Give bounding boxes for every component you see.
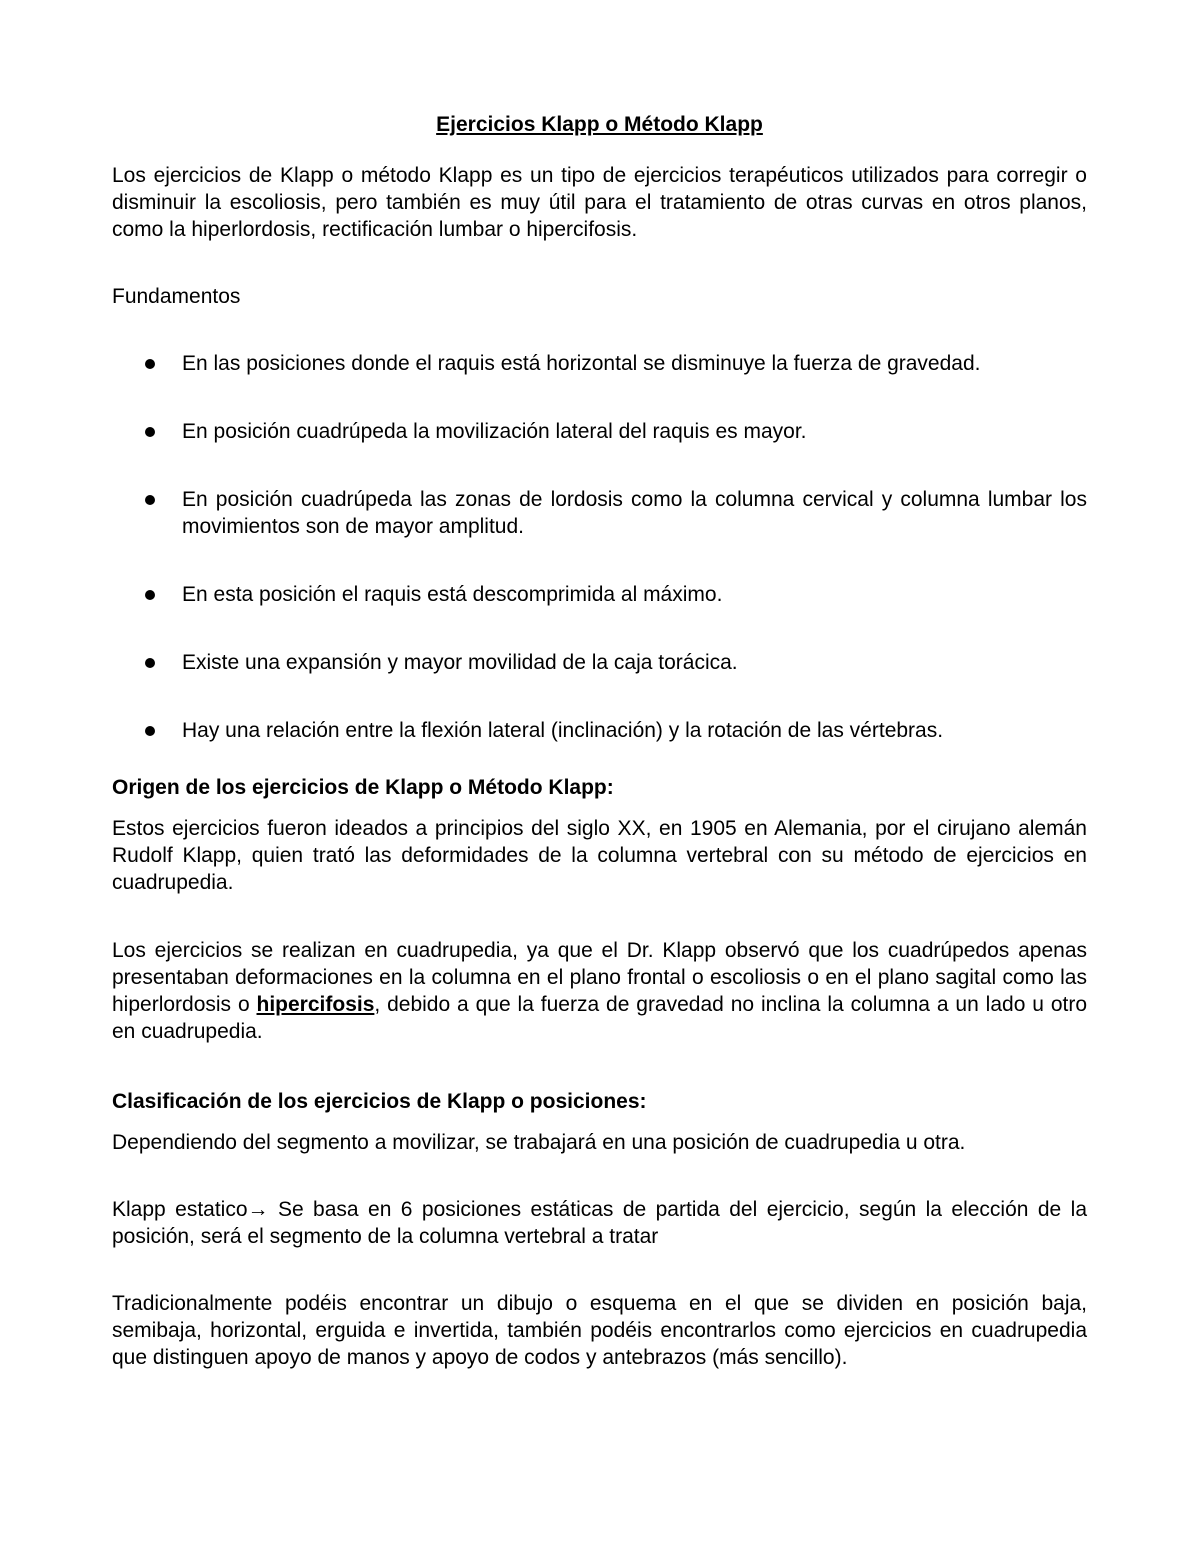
list-item (112, 717, 1087, 744)
list-item (112, 418, 1087, 445)
origen-paragraph-2-end: , debido a que la fuerza de gravedad no inclina la columna a un lado u otro en cuadrupedia. (112, 993, 1088, 1043)
origen-paragraph-2 (112, 937, 1087, 1045)
list-item-text: En las posiciones donde el raquis está horizontal se disminuye la fuerza de gravedad. (182, 352, 981, 375)
fundamentos-list (112, 350, 1087, 744)
bullet-icon (145, 359, 155, 369)
bullet-icon (145, 427, 155, 437)
bullet-icon (145, 726, 155, 736)
list-item-text: Existe una expansión y mayor movilidad de la caja torácica. (182, 651, 738, 674)
list-item-text: En esta posición el raquis está descomprimida al máximo. (182, 583, 723, 606)
document-title: Ejercicios Klapp o Método Klapp (436, 113, 763, 136)
list-item (112, 350, 1087, 377)
klapp-estatico-text: Se basa en 6 posiciones estáticas de partida del ejercicio, según la elección de la posición, será el segmento de la columna vertebral a tratar (112, 1198, 1087, 1248)
origen-paragraph-1: Estos ejercicios fueron ideados a principios del siglo XX, en 1905 en Alemania, por el cirujano alemán Rudolf Klapp, quien trató las deformidades de la columna vertebral con su método de ejercicios en cuadrupedia. (112, 817, 1087, 894)
list-item (112, 649, 1087, 676)
klapp-estatico-paragraph (112, 1196, 1087, 1250)
clasificacion-heading: Clasificación de los ejercicios de Klapp o posiciones: (112, 1090, 647, 1113)
bullet-icon (145, 658, 155, 668)
hipercifosis-link[interactable]: hipercifosis (256, 993, 375, 1016)
list-item (112, 581, 1087, 608)
bullet-icon (145, 590, 155, 600)
arrow-right-icon: → (247, 1198, 269, 1221)
bullet-icon (145, 495, 155, 505)
list-item-text: Hay una relación entre la flexión lateral (inclinación) y la rotación de las vértebras. (182, 719, 944, 742)
list-item-text: En posición cuadrúpeda la movilización lateral del raquis es mayor. (182, 420, 807, 443)
origen-paragraph-2-start: Los ejercicios se realizan en cuadrupedia, ya que el Dr. Klapp observó que los cuadrúpedos apenas presentaban deformaciones en la columna en el plano frontal o escoliosis o en el plano sagital como las hiperlordosis o (112, 939, 1087, 1016)
intro-paragraph: Los ejercicios de Klapp o método Klapp es un tipo de ejercicios terapéuticos utilizados para corregir o disminuir la escoliosis, pero también es muy útil para el tratamiento de otras curvas en otros planos, como la hiperlordosis, rectificación lumbar o hipercifosis. (112, 164, 1087, 241)
fundamentos-heading: Fundamentos (112, 285, 241, 308)
clasificacion-paragraph-3: Tradicionalmente podéis encontrar un dibujo o esquema en el que se dividen en posición baja, semibaja, horizontal, erguida e invertida, también podéis encontrarlos como ejercicios en cuadrupedia que distinguen apoyo de manos y apoyo de codos y antebrazos (más sencillo). (112, 1292, 1087, 1369)
klapp-estatico-label: Klapp estatico (112, 1198, 248, 1221)
document-page (112, 110, 1087, 1371)
list-item (112, 486, 1087, 540)
list-item-text: En posición cuadrúpeda las zonas de lordosis como la columna cervical y columna lumbar los movimientos son de mayor amplitud. (182, 488, 1087, 538)
clasificacion-paragraph-1: Dependiendo del segmento a movilizar, se trabajará en una posición de cuadrupedia u otra. (112, 1131, 966, 1154)
origen-heading: Origen de los ejercicios de Klapp o Método Klapp: (112, 776, 614, 799)
